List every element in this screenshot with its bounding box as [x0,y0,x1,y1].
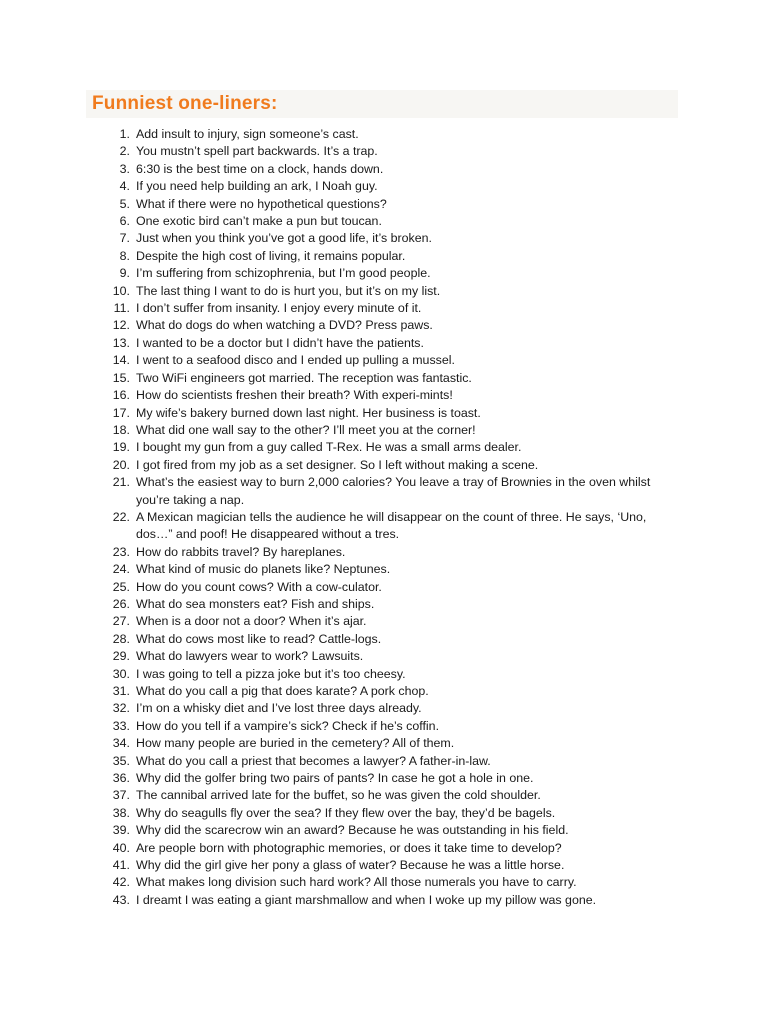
list-item [0,735,666,752]
list-item-text: Why do seagulls fly over the sea? If they flew over the bay, they’d be bagels. [136,805,556,820]
list-item [0,335,666,352]
list-item-number: 43 . [106,892,130,909]
list-item-text: My wife’s bakery burned down last night. Her business is toast. [136,405,481,420]
list-item [0,457,666,474]
list-item-number: 23 . [106,544,130,561]
list-item-number: 11 . [106,300,130,317]
list-item-number: 4 . [106,178,130,195]
page-title: Funniest one-liners: [92,93,278,114]
list-item-number: 26 . [106,596,130,613]
list-item [0,405,666,422]
list-item [0,631,666,648]
list-item-number: 5 . [106,196,130,213]
list-item-text: If you need help building an ark, I Noah guy. [136,179,378,194]
list-item-number: 18 . [106,422,130,439]
list-item [0,718,666,735]
list-item-number: 21 . [106,474,130,491]
list-item [0,805,666,822]
list-item-number: 6 . [106,213,130,230]
list-item [0,265,666,282]
list-item-text: I don’t suffer from insanity. I enjoy every minute of it. [136,301,422,316]
list-item-text: A Mexican magician tells the audience he will disappear on the count of three. He says, ‘Uno, dos…” and poof! He disappeared without a tres. [136,509,647,542]
list-item-number: 13 . [106,335,130,352]
list-item [0,857,666,874]
list-item-text: What makes long division such hard work? All those numerals you have to carry. [136,875,577,890]
list-item [0,874,666,891]
list-item-text: I’m on a whisky diet and I’ve lost three days already. [136,701,422,716]
list-item [0,683,666,700]
list-item-number: 7 . [106,230,130,247]
list-item-number: 28 . [106,631,130,648]
list-item-number: 36 . [106,770,130,787]
list-item [0,892,666,909]
list-item-text: I went to a seafood disco and I ended up pulling a mussel. [136,353,455,368]
list-item-text: What kind of music do planets like? Neptunes. [136,562,391,577]
list-item [0,596,666,613]
list-item [0,561,666,578]
list-item-number: 41 . [106,857,130,874]
list-item [0,613,666,630]
list-item [0,126,666,143]
list-item [0,370,666,387]
list-item [0,230,666,247]
list-item [0,178,666,195]
list-item-text: 6:30 is the best time on a clock, hands down. [136,161,384,176]
list-item [0,422,666,439]
list-item-text: What do you call a pig that does karate? A pork chop. [136,684,429,698]
list-item-number: 27 . [106,613,130,630]
list-item-text: Are people born with photographic memories, or does it take time to develop? [136,840,562,855]
list-item-number: 12 . [106,317,130,334]
list-item-text: How do you count cows? With a cow-culator. [136,579,382,594]
list-item-number: 29 . [106,648,130,665]
list-item-text: I wanted to be a doctor but I didn’t have the patients. [136,335,424,350]
list-item-text: How do you tell if a vampire’s sick? Check if he’s coffin. [136,718,440,733]
list-item [0,666,666,683]
list-item-number: 37 . [106,787,130,804]
list-item [0,579,666,596]
list-item [0,300,666,317]
list-item-text: One exotic bird can’t make a pun but toucan. [136,214,382,229]
list-item [0,248,666,265]
list-item [0,753,666,770]
list-item [0,283,666,300]
list-item-text: How many people are buried in the cemetery? All of them. [136,736,455,751]
list-item [0,770,666,787]
list-item [0,787,666,804]
list-item-text: What do sea monsters eat? Fish and ships. [136,596,375,611]
list-item [0,439,666,456]
list-item-number: 32 . [106,700,130,717]
list-item-text: Why did the girl give her pony a glass of water? Because he was a little horse. [136,858,565,873]
list-item-number: 17 . [106,405,130,422]
list-item-number: 10 . [106,283,130,300]
list-item-text: What do dogs do when watching a DVD? Press paws. [136,318,433,333]
list-item-number: 40 . [106,840,130,857]
list-item-text: How do scientists freshen their breath? With experi-mints! [136,388,453,403]
list-item-text: When is a door not a door? When it’s ajar. [136,614,367,629]
list-item-number: 14 . [106,352,130,369]
list-item [0,700,666,717]
list-item-text: I dreamt I was eating a giant marshmallow and when I woke up my pillow was gone. [136,892,597,907]
list-item [0,822,666,839]
list-item-number: 19 . [106,439,130,456]
list-item-number: 20 . [106,457,130,474]
list-item [0,509,666,544]
jokes-list [0,126,768,909]
list-item-number: 25 . [106,579,130,596]
list-item-number: 3 . [106,161,130,178]
list-item-text: What do cows most like to read? Cattle-logs. [136,631,382,646]
list-item-number: 16 . [106,387,130,404]
list-item-number: 35 . [106,753,130,770]
list-item-number: 33 . [106,718,130,735]
list-item [0,161,666,178]
list-item-text: Why did the golfer bring two pairs of pants? In case he got a hole in one. [136,771,534,786]
list-item-number: 8 . [106,248,130,265]
list-item-number: 39 . [106,822,130,839]
list-item-text: I’m suffering from schizophrenia, but I’m good people. [136,266,431,281]
list-item [0,544,666,561]
list-item-text: You mustn’t spell part backwards. It’s a trap. [136,144,378,159]
list-item-text: What’s the easiest way to burn 2,000 calories? You leave a tray of Brownies in the oven whilst you’re taking a nap. [136,475,651,507]
list-item-text: What did one wall say to the other? I’ll meet you at the corner! [136,422,476,437]
list-item [0,143,666,160]
list-item-text: How do rabbits travel? By hareplanes. [136,544,346,559]
list-item-text: Why did the scarecrow win an award? Because he was outstanding in his field. [136,823,569,838]
list-item-number: 15 . [106,370,130,387]
list-item-text: What if there were no hypothetical questions? [136,196,387,211]
list-item [0,352,666,369]
list-item-number: 22 . [106,509,130,526]
list-item-text: The cannibal arrived late for the buffet, so he was given the cold shoulder. [136,788,541,803]
list-item-text: Just when you think you’ve got a good life, it’s broken. [136,231,432,246]
list-item-text: I got fired from my job as a set designer. So I left without making a scene. [136,457,539,472]
list-item-text: I was going to tell a pizza joke but it’s too cheesy. [136,666,406,681]
list-item-text: What do you call a priest that becomes a lawyer? A father-in-law. [136,753,491,768]
list-item-number: 38 . [106,805,130,822]
list-item-number: 34 . [106,735,130,752]
list-item-number: 42 . [106,874,130,891]
list-item-number: 30 . [106,666,130,683]
list-item-number: 2 . [106,143,130,160]
list-item [0,648,666,665]
list-item-text: I bought my gun from a guy called T-Rex. He was a small arms dealer. [136,440,522,455]
list-item-text: Add insult to injury, sign someone’s cast. [136,127,359,141]
list-item-text: Two WiFi engineers got married. The reception was fantastic. [136,370,472,385]
list-item [0,213,666,230]
list-item-text: The last thing I want to do is hurt you, but it’s on my list. [136,283,441,298]
list-item [0,196,666,213]
list-item [0,840,666,857]
list-item-number: 1 . [106,126,130,143]
list-item-number: 31 . [106,683,130,700]
list-item [0,317,666,334]
list-item [0,474,666,509]
list-item [0,387,666,404]
list-item-number: 9 . [106,265,130,282]
list-item-number: 24 . [106,561,130,578]
list-item-text: What do lawyers wear to work? Lawsuits. [136,649,364,664]
list-item-text: Despite the high cost of living, it remains popular. [136,248,406,263]
